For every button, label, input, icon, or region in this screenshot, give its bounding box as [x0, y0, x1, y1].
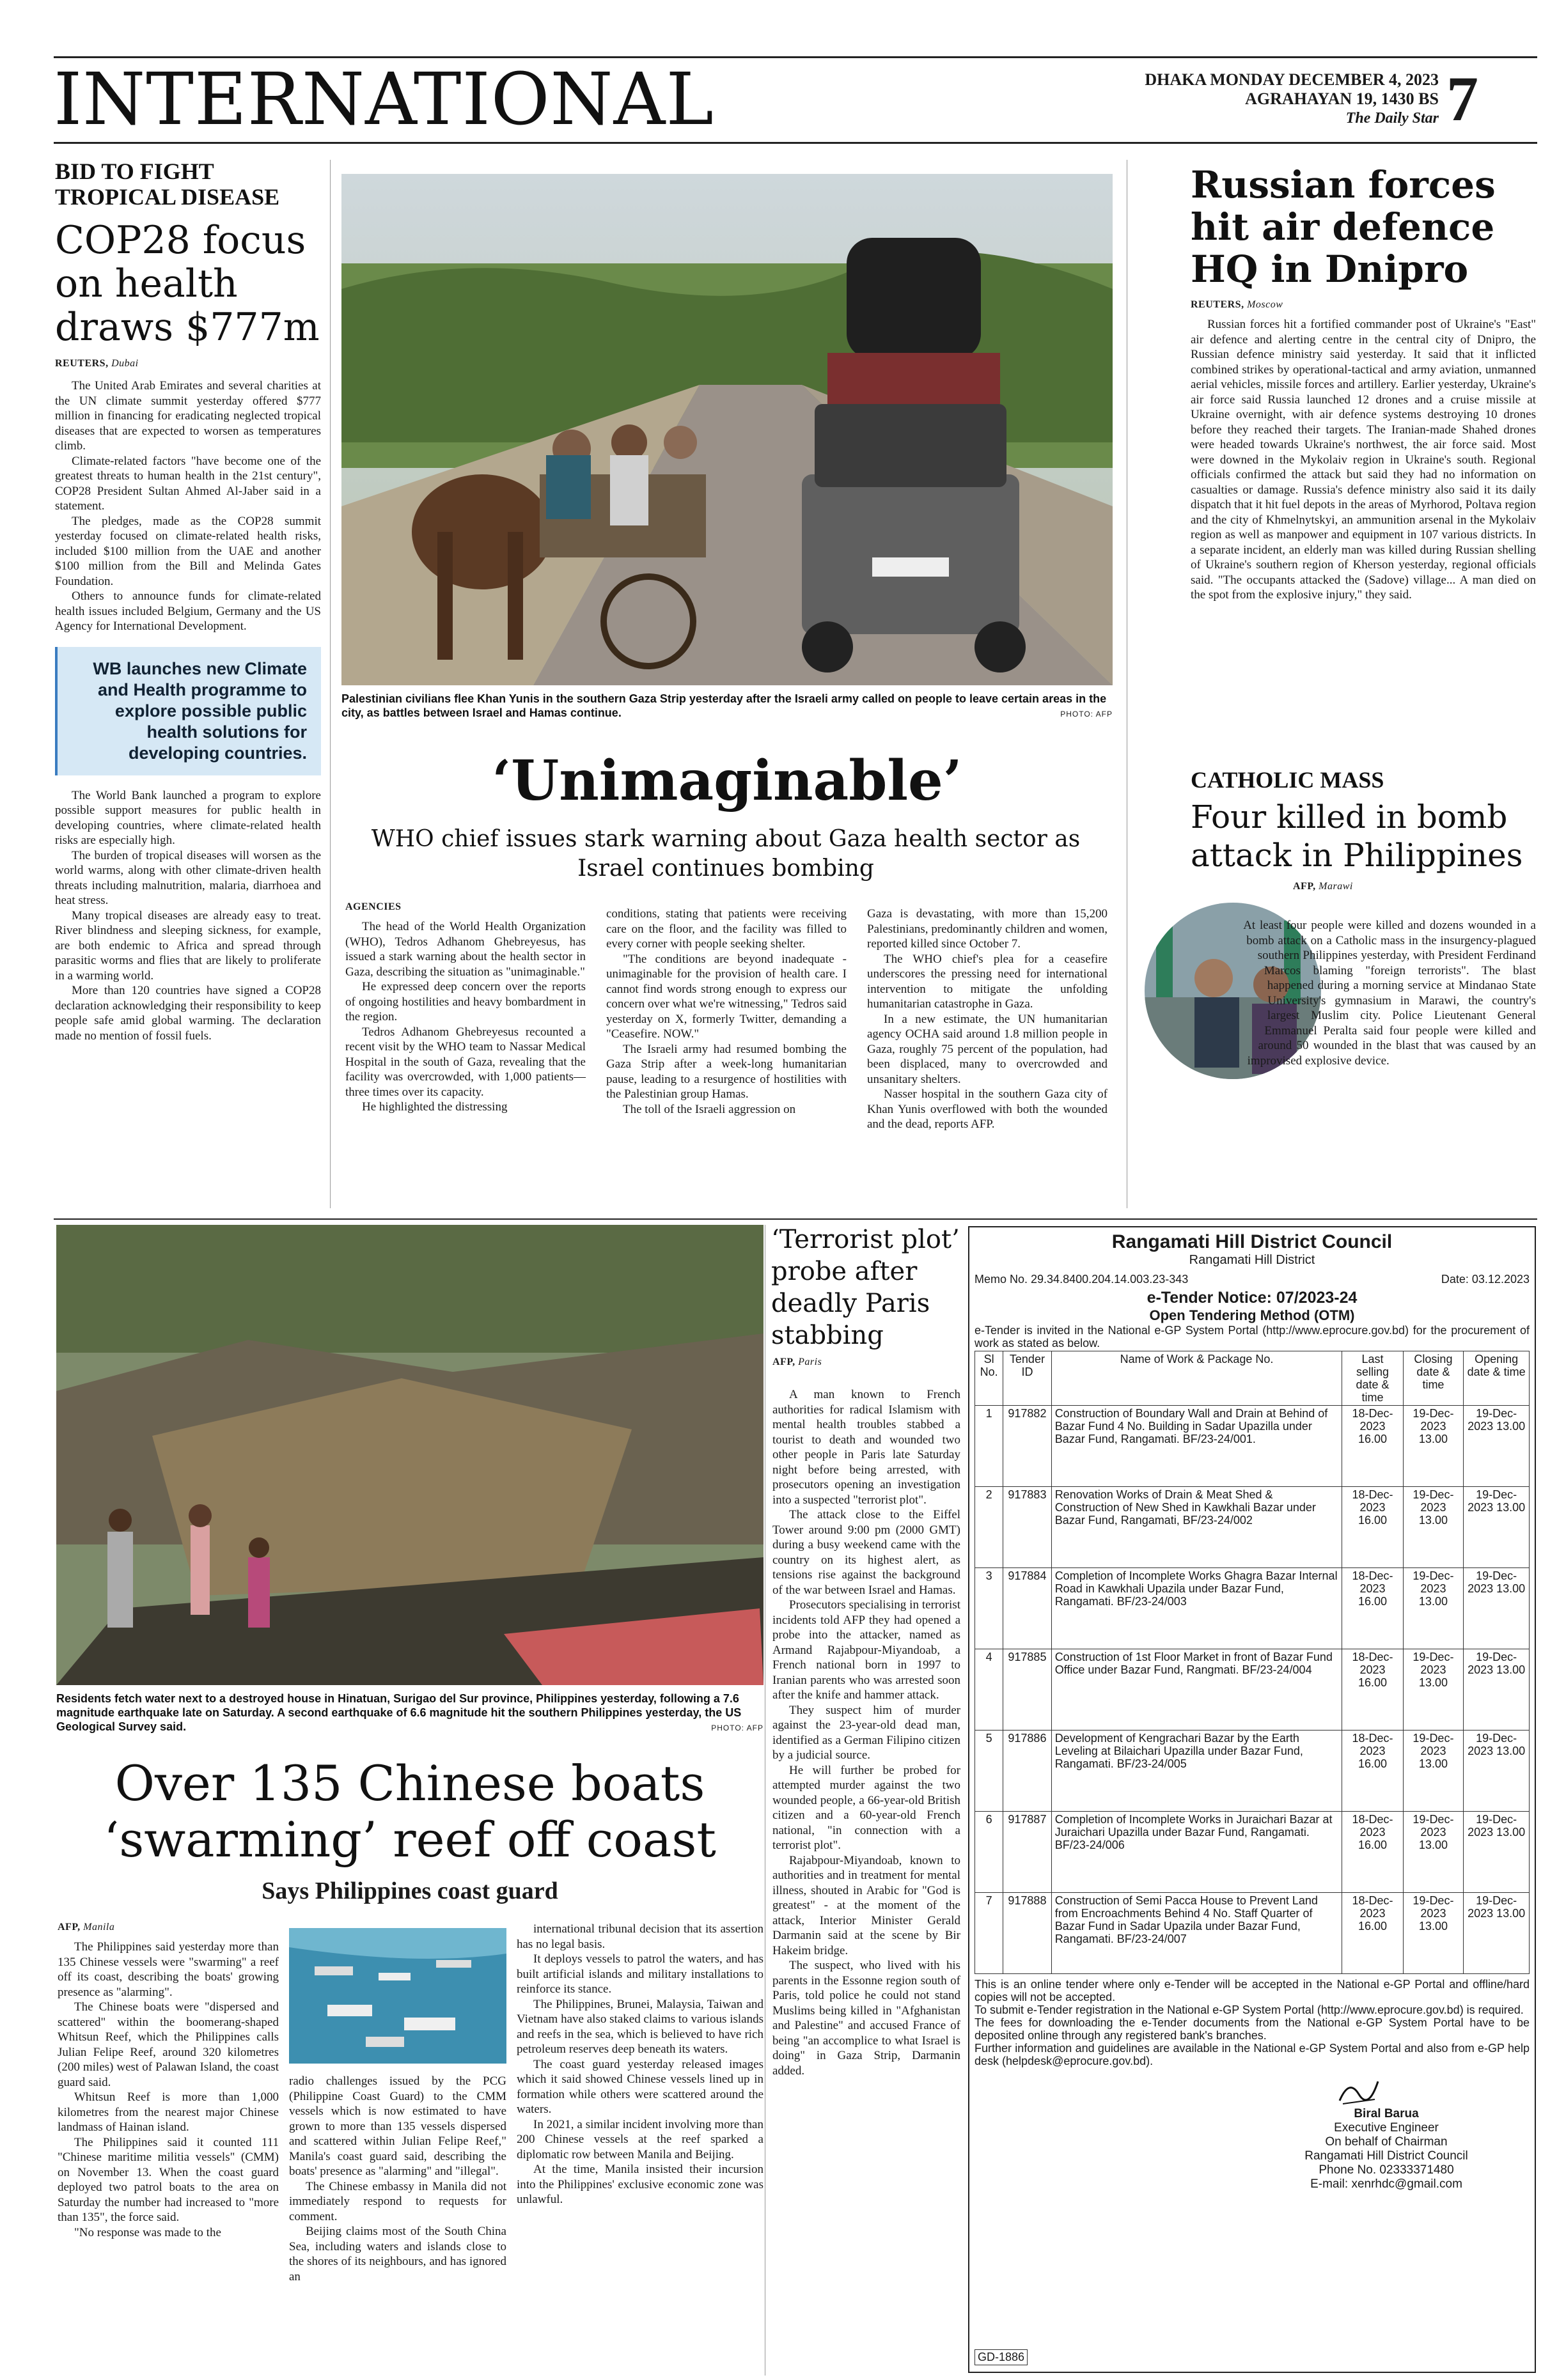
tender-cell-close: 19-Dec-2023 13.00 — [1403, 1893, 1464, 1974]
boats-paragraph: Whitsun Reef is more than 1,000 kilometres from the nearest major Chinese landmass of Hainan island. — [58, 2090, 279, 2134]
boats-paragraph: The Philippines said it counted 111 "Chinese maritime militia vessels" (CMM) on November 13. When the coast guard deployed two patrol boats to the area on Saturday the number had increased to "more than 135", the force said. — [58, 2135, 279, 2224]
cop28-paragraph: The burden of tropical diseases will worsen as the world warms, along with other climate-driven health threats including malnutrition, malaria, diarrhoea and heat stress. — [55, 848, 321, 907]
gaza-paragraph: He highlighted the distressing — [362, 1100, 508, 1114]
cop28-paragraph: The United Arab Emirates and several charities at the UN climate summit yesterday offered $777 million in financing for eradicating neglected tropical diseases that are expected to worsen as temperatures climb. — [55, 379, 321, 453]
tender-cell-sell: 18-Dec-2023 16.00 — [1342, 1893, 1403, 1974]
paris-article — [765, 1224, 960, 2078]
tender-cell-sell: 18-Dec-2023 16.00 — [1342, 1812, 1403, 1893]
tender-footnote-2: To submit e-Tender registration in the National e-GP System Portal (http://www.eprocure.gov.bd) is required. — [975, 2003, 1524, 2016]
tender-cell-open: 19-Dec-2023 13.00 — [1464, 1406, 1530, 1487]
tender-cell-open: 19-Dec-2023 13.00 — [1464, 1487, 1530, 1568]
tender-row — [975, 1487, 1530, 1568]
tender-signatory-phone: Phone No. 02333371480 — [1319, 2163, 1454, 2177]
tender-cell-name: Completion of Incomplete Works in Juraichari Bazar at Juraichari Upazilla under Bazar Fund, Rangamati. BF/23-24/006 — [1051, 1812, 1342, 1893]
boats-paragraph: The Chinese boats were "dispersed and scattered" within the boomerang-shaped Whitsun Reef, which the Philippines calls Julian Felipe Reef, around 320 kilometres (200 miles) west of Palawan Island, the coast guard said. — [58, 2000, 279, 2089]
tender-intro: e-Tender is invited in the National e-GP System Portal (http://www.eprocure.gov.bd) for the procurement of work as stated as below. — [975, 1324, 1530, 1349]
tender-notice — [968, 1226, 1536, 2373]
russia-article — [1191, 164, 1536, 603]
gaza-paragraph: "The conditions are beyond inadequate - unimaginable for the provision of health care. I cannot find words strong enough to express our concern over what we're witnessing," Tedros said yesterday on X, formerly Twitter, demanding a "Ceasefire. NOW." — [606, 952, 847, 1041]
mass-article — [1191, 767, 1536, 892]
page-number: 7 — [1446, 63, 1478, 134]
tender-cell-sell: 18-Dec-2023 16.00 — [1342, 1731, 1403, 1812]
tender-col-header: Sl No. — [975, 1351, 1003, 1406]
tender-cell-close: 19-Dec-2023 13.00 — [1403, 1487, 1464, 1568]
tender-cell-id: 917885 — [1003, 1649, 1052, 1731]
tender-code: GD-1886 — [975, 2349, 1028, 2365]
gaza-subhead: WHO chief issues stark warning about Gaza health sector as Israel continues bombing — [371, 826, 1081, 882]
tender-cell-sl: 7 — [975, 1893, 1003, 1974]
mass-body — [1191, 918, 1536, 1084]
quake-photo-credit: PHOTO: AFP — [711, 1723, 763, 1732]
tender-cell-open: 19-Dec-2023 13.00 — [1464, 1649, 1530, 1731]
tender-signatory-org: Rangamati Hill District Council — [1304, 2149, 1468, 2163]
cop28-paragraph: The World Bank launched a program to explore possible support measures for public health in developing countries, where climate-related health risks are especially high. — [55, 788, 321, 847]
bangla-date-line: AGRAHAYAN 19, 1430 BS — [1245, 89, 1439, 108]
tender-cell-id: 917886 — [1003, 1731, 1052, 1812]
gaza-byline: AGENCIES — [345, 901, 402, 912]
tender-cell-name: Construction of Boundary Wall and Drain at Behind of Bazar Fund 4 No. Building in Sadar Upazilla under Bazar Fund, Rangamati. BF/23-24/001. — [1051, 1406, 1342, 1487]
gaza-paragraph: Nasser hospital in the southern Gaza city of Khan Yunis overflowed with both the wounded and the dead, reports AFP. — [867, 1087, 1108, 1131]
boats-paragraph: The coast guard yesterday released images which it said showed Chinese vessels lined up in formation while others were scattered around the waters. — [517, 2057, 763, 2116]
cop28-paragraph: Others to announce funds for climate-related health issues included Belgium, Germany and the US Agency for International Development. — [55, 589, 321, 633]
tender-cell-id: 917888 — [1003, 1893, 1052, 1974]
boats-subhead: Says Philippines coast guard — [262, 1878, 558, 1904]
boats-paragraph: The Philippines, Brunei, Malaysia, Taiwan and Vietnam have also staked claims to various islands and reefs in the sea, which is believed to have rich petroleum reserves deep beneath its waters. — [517, 1997, 763, 2056]
tender-signatory-title: Executive Engineer — [1334, 2121, 1439, 2135]
russia-byline-place: Moscow — [1247, 299, 1283, 310]
tender-footnote-1: This is an online tender where only e-Tender will be accepted in the National e-GP Portal and offline/hard copies will not be accepted. — [975, 1978, 1530, 2003]
boats-headline-1: Over 135 Chinese boats — [114, 1755, 705, 1812]
paris-paragraph: A man known to French authorities for radical Islamism with mental health troubles stabbed a tourist to death and wounded two other people in Paris late Saturday night before being arrested, with prosecutors opening an investigation into a suspected "terrorist plot". — [772, 1388, 960, 1507]
mass-kicker: CATHOLIC MASS — [1191, 767, 1384, 793]
tender-footnote-3: The fees for downloading the e-Tender documents from the National e-GP System Portal have to be deposited online through any registered bank's branches. — [975, 2016, 1530, 2042]
boats-headline-2: ‘swarming’ reef off coast — [104, 1811, 716, 1868]
tender-cell-open: 19-Dec-2023 13.00 — [1464, 1812, 1530, 1893]
mass-byline-agency: AFP, — [1293, 881, 1316, 892]
cop28-kicker: BID TO FIGHT TROPICAL DISEASE — [55, 159, 280, 210]
gaza-paragraph: He expressed deep concern over the reports of ongoing hostilities and heavy bombardment in the region. — [345, 980, 586, 1023]
boats-byline-place: Manila — [83, 1922, 115, 1933]
cop28-headline: COP28 focus on health draws $777m — [55, 218, 320, 350]
gaza-paragraph: In a new estimate, the UN humanitarian agency OCHA said around 1.8 million people in Gaza, roughly 75 percent of the population, had been displaced, many to overcrowded and unsanitary shelters. — [867, 1012, 1108, 1086]
tender-cell-id: 917884 — [1003, 1568, 1052, 1649]
russia-headline: Russian forces hit air defence HQ in Dnipro — [1191, 163, 1496, 291]
tender-cell-id: 917883 — [1003, 1487, 1052, 1568]
gaza-paragraph: The head of the World Health Organization (WHO), Tedros Adhanom Ghebreyesus, has issued a stark warning about the health sector in Gaza, describing the situation as "unimaginable." — [345, 920, 586, 979]
paris-paragraph: He will further be probed for attempted murder against the two wounded people, a 66-year-old British citizen and a 60-year-old French national, "in connection with a terrorist plot". — [772, 1763, 960, 1852]
boats-paragraph: At the time, Manila insisted their incursion into the Philippines' exclusive economic zone was unlawful. — [517, 2163, 763, 2206]
tender-row — [975, 1893, 1530, 1974]
paris-paragraph: Prosecutors specialising in terrorist incidents told AFP they had opened a probe into the attacker, named as Armand Rajabpour-Miyandoab, a French national born in 1997 to Iranian parents who was arrested soon after the knife and hammer attack. — [772, 1598, 960, 1702]
tender-cell-sl: 5 — [975, 1731, 1003, 1812]
tender-row — [975, 1731, 1530, 1812]
tender-cell-close: 19-Dec-2023 13.00 — [1403, 1731, 1464, 1812]
tender-cell-open: 19-Dec-2023 13.00 — [1464, 1893, 1530, 1974]
tender-cell-sl: 1 — [975, 1406, 1003, 1487]
tender-cell-name: Renovation Works of Drain & Meat Shed & Construction of New Shed in Kawkhali Bazar under Bazar Fund, Rangamati, BF/23-24/002 — [1051, 1487, 1342, 1568]
gaza-headline: ‘Unimaginable’ — [492, 749, 962, 813]
boats-paragraph: The Philippines said yesterday more than 135 Chinese vessels were "swarming" a reef off its coast, describing the boats' growing presence as "alarming". — [58, 1940, 279, 1999]
paris-byline-agency: AFP, — [772, 1357, 795, 1367]
date-line: DHAKA MONDAY DECEMBER 4, 2023 — [1145, 70, 1439, 89]
boats-paragraph: international tribunal decision that its assertion has no legal basis. — [517, 1922, 763, 1951]
tender-cell-id: 917882 — [1003, 1406, 1052, 1487]
tender-cell-close: 19-Dec-2023 13.00 — [1403, 1568, 1464, 1649]
tender-signatory-name: Biral Barua — [1354, 2107, 1419, 2120]
paris-paragraph: The suspect, who lived with his parents in the Essonne region south of Paris, told police he could not stand Muslims being killed in "Afghanistan and Palestine" and accused France of being "an accomplice to what Israel is doing" in Gaza Strip, Darmanin added. — [772, 1959, 960, 2078]
tender-col-header: Closing date & time — [1403, 1351, 1464, 1406]
tender-org-sub: Rangamati Hill District — [1189, 1253, 1315, 1267]
tender-cell-name: Development of Kengrachari Bazar by the Earth Leveling at Bilaichari Upazilla under Bazar Fund, Rangamati. BF/23-24/005 — [1051, 1731, 1342, 1812]
tender-table — [975, 1351, 1530, 1974]
paris-paragraph: They suspect him of murder against the 23-year-old dead man, identified as a German Filipino citizen by a judicial source. — [772, 1703, 960, 1762]
cop28-paragraph: The pledges, made as the COP28 summit yesterday focused on climate-related health risks, included $100 million from the UAE and another $100 million from the Bill and Melinda Gates Foundation. — [55, 514, 321, 588]
cop28-article — [55, 159, 321, 1043]
tender-cell-sell: 18-Dec-2023 16.00 — [1342, 1568, 1403, 1649]
cop28-paragraph: Many tropical diseases are already easy to treat. River blindness and sleeping sickness, for example, are both endemic to Africa and spread through parasitic worms and flies that are likely to proliferate in a warming world. — [55, 908, 321, 983]
tender-col-header: Name of Work & Package No. — [1051, 1351, 1342, 1406]
tender-row — [975, 1568, 1530, 1649]
tender-cell-sl: 6 — [975, 1812, 1003, 1893]
tender-row — [975, 1649, 1530, 1731]
boats-photo — [289, 1928, 506, 2064]
paper-name: The Daily Star — [1345, 110, 1439, 127]
paris-paragraph: Rajabpour-Miyandoab, known to authorities and in treatment for mental illness, shouted in Arabic for "God is greatest" - at the moment of the attack, Interior Minister Gerald Darmanin said at the scene by Bir Hakeim bridge. — [772, 1853, 960, 1957]
boats-paragraph: The Chinese embassy in Manila did not immediately respond to requests for comment. — [289, 2179, 506, 2223]
gaza-photo — [341, 174, 1113, 685]
paris-headline: ‘Terrorist plot’ probe after deadly Paris stabbing — [771, 1225, 960, 1350]
section-title: INTERNATIONAL — [54, 58, 714, 141]
signature-mark — [1336, 2075, 1381, 2107]
boats-paragraph: radio challenges issued by the PCG (Philippine Coast Guard) to the CMM vessels which is now estimated to have grown to more than 135 vessels dispersed and scattered within Julian Felipe Reef," Manila's coast guard said, describing the boats' presence as "alarming" and "illegal". — [289, 2074, 506, 2178]
tender-col-header: Last selling date & time — [1342, 1351, 1403, 1406]
boats-paragraph: It deploys vessels to patrol the waters, and has built artificial islands and military installations to reinforce its stance. — [517, 1952, 763, 1996]
tender-cell-open: 19-Dec-2023 13.00 — [1464, 1731, 1530, 1812]
gaza-photo-credit: PHOTO: AFP — [1060, 710, 1113, 719]
tender-footnote-4: Further information and guidelines are available in the National e-GP System Portal and also from e-GP help desk (helpdesk@eprocure.gov.bd). — [975, 2042, 1530, 2067]
tender-signatory-behalf: On behalf of Chairman — [1325, 2135, 1448, 2149]
tender-method: Open Tendering Method (OTM) — [1149, 1307, 1355, 1323]
tender-cell-name: Construction of 1st Floor Market in front of Bazar Fund Office under Bazar Fund, Rangmati. BF/23-24/004 — [1051, 1649, 1342, 1731]
masthead-rule — [54, 142, 1537, 144]
mass-byline-place: Marawi — [1319, 881, 1353, 892]
boats-paragraph: Beijing claims most of the South China Sea, including waters and islands close to the shores of its neighbours, and has ignored an — [289, 2225, 506, 2283]
boats-byline-agency: AFP, — [58, 1922, 81, 1933]
quake-photo-caption: Residents fetch water next to a destroyed house in Hinatuan, Surigao del Sur province, Philippines yesterday, following a 7.6 magnitude earthquake late on Saturday. A second earthquake of 6.6 magnitude hit the southern Philippines yesterday, the US Geological Survey said. — [56, 1692, 742, 1733]
tender-cell-sell: 18-Dec-2023 16.00 — [1342, 1406, 1403, 1487]
gaza-paragraph: The toll of the Israeli aggression on — [623, 1102, 796, 1116]
tender-signatory-email: E-mail: xenrhdc@gmail.com — [1310, 2177, 1462, 2191]
tender-cell-sl: 2 — [975, 1487, 1003, 1568]
mass-headline: Four killed in bomb attack in Philippines — [1191, 798, 1523, 874]
boats-paragraph: In 2021, a similar incident involving more than 200 Chinese vessels at the reef sparked a diplomatic row between Manila and Beijing. — [517, 2117, 763, 2161]
tender-col-header: Opening date & time — [1464, 1351, 1530, 1406]
cop28-pullquote: WB launches new Climate and Health programme to explore possible public health solutions for developing countries. — [55, 647, 321, 775]
paris-paragraph: The attack close to the Eiffel Tower around 9:00 pm (2000 GMT) during a busy weekend came with the country on its highest alert, as tensions rise against the background of the war between Israel and Hamas. — [772, 1508, 960, 1597]
tender-cell-close: 19-Dec-2023 13.00 — [1403, 1649, 1464, 1731]
tender-org: Rangamati Hill District Council — [1111, 1231, 1393, 1252]
column-divider — [330, 160, 331, 1208]
tender-cell-sell: 18-Dec-2023 16.00 — [1342, 1649, 1403, 1731]
tender-cell-sl: 3 — [975, 1568, 1003, 1649]
tender-row — [975, 1812, 1530, 1893]
tender-cell-name: Construction of Semi Pacca House to Prevent Land from Encroachments Behind 4 No. Staff Quarter of Bazar Fund in Sadar Upazila under Bazar Fund, Rangamati. BF/23-24/007 — [1051, 1893, 1342, 1974]
quake-photo — [56, 1225, 763, 1685]
tender-row — [975, 1406, 1530, 1487]
tender-cell-close: 19-Dec-2023 13.00 — [1403, 1812, 1464, 1893]
gaza-paragraph: The Israeli army had resumed bombing the Gaza Strip after a week-long humanitarian pause, leading to a resurgence of hostilities with the Palestinian group Hamas. — [606, 1042, 847, 1101]
cop28-paragraph: More than 120 countries have signed a COP28 declaration acknowledging their responsibility to keep people safe amid global warming. The declaration made no mention of fossil fuels. — [55, 984, 321, 1043]
mass-text: At least four people were killed and dozens wounded in a bomb attack on a Catholic mass in the insurgency-plagued southern Philippines yesterday, with President Ferdinand Marcos blaming "foreign terrorists". The blast happened during a morning service at Mindanao State University's gymnasium in Marawi, the country's largest Muslim city. Police Lieutenant General Emmanuel Peralta said four people were killed and around 50 wounded in the blast that was caused by an improvised explosive device. — [1243, 919, 1536, 1068]
tender-col-header: Tender ID — [1003, 1351, 1052, 1406]
russia-byline-agency: REUTERS, — [1191, 299, 1244, 310]
tender-cell-close: 19-Dec-2023 13.00 — [1403, 1406, 1464, 1487]
cop28-paragraph: Climate-related factors "have become one of the greatest threats to human health in the 21st century", COP28 President Sultan Ahmed Al-Jaber said in a statement. — [55, 454, 321, 513]
tender-cell-sl: 4 — [975, 1649, 1003, 1731]
cop28-byline-agency: REUTERS, — [55, 358, 109, 369]
paris-byline-place: Paris — [798, 1357, 822, 1367]
tender-cell-name: Completion of Incomplete Works Ghagra Bazar Internal Road in Kawkhali Upazila under Bazar Fund, Rangamati. BF/23-24/003 — [1051, 1568, 1342, 1649]
mid-rule — [54, 1218, 1537, 1220]
tender-cell-open: 19-Dec-2023 13.00 — [1464, 1568, 1530, 1649]
boats-paragraph: "No response was made to the — [74, 2225, 221, 2239]
gaza-photo-caption: Palestinian civilians flee Khan Yunis in the southern Gaza Strip yesterday after the Israeli army called on people to leave certain areas in the city, as battles between Israel and Hamas continue. — [341, 692, 1107, 719]
gaza-paragraph: Gaza is devastating, with more than 15,200 Palestinians, predominantly children and women, reported killed since October 7. — [867, 907, 1108, 951]
tender-date: Date: 03.12.2023 — [1441, 1273, 1530, 1286]
tender-memo: Memo No. 29.34.8400.204.14.003.23-343 — [975, 1273, 1189, 1286]
gaza-paragraph: Tedros Adhanom Ghebreyesus recounted a recent visit by the WHO team to Nassar Medical Hospital in the south of Gaza, revealing that the facility was overcrowded, with 1,000 patients—three times over its capacity. — [345, 1025, 586, 1099]
russia-paragraph: Russian forces hit a fortified commander post of Ukraine's "East" air defence and alerting centre in the central city of Dnipro, the Russian defence ministry said yesterday. It said that it inflicted combined strikes by operational-tactical and army aviation, unmanned aerial vehicles, missile forces and artillery. Earlier yesterday, Ukraine's air force said Russia launched 12 drones and a cruise missile at Ukraine overnight, with air defence systems destroying 10 drones before they reached their targets. The Iranian-made Shahed drones were headed towards Ukraine's northwest, the air force said. Most were downed in the Mykolaiv region in Ukraine's south. Regional officials confirmed the attack but said they had no information on casualties or damage. Russia's defence ministry also said it its daily dispatch that it hit fuel depots in the areas of Myrhorod, Poltava region and the city of Khmelnytskyi, an ammunition arsenal in the Mykolaiv region as well as manpower and equipment in 107 various districts. In a separate incident, an elderly man was killed during Russian shelling of Ukraine's southern region of Kherson yesterday, regional officials said. "The occupants attacked the (Sadove) village... A man died on the spot from the explosive injury," they said. — [1191, 318, 1536, 602]
gaza-paragraph: The WHO chief's plea for a ceasefire underscores the pressing need for international intervention to mitigate the unfolding humanitarian catastrophe in Gaza. — [867, 952, 1108, 1011]
gaza-paragraph: conditions, stating that patients were receiving care on the floor, and the facility was filled to every corner with people seeking shelter. — [606, 907, 847, 951]
cop28-byline-place: Dubai — [111, 358, 139, 369]
tender-cell-sell: 18-Dec-2023 16.00 — [1342, 1487, 1403, 1568]
tender-cell-id: 917887 — [1003, 1812, 1052, 1893]
tender-notice-title: e-Tender Notice: 07/2023-24 — [1147, 1289, 1358, 1307]
